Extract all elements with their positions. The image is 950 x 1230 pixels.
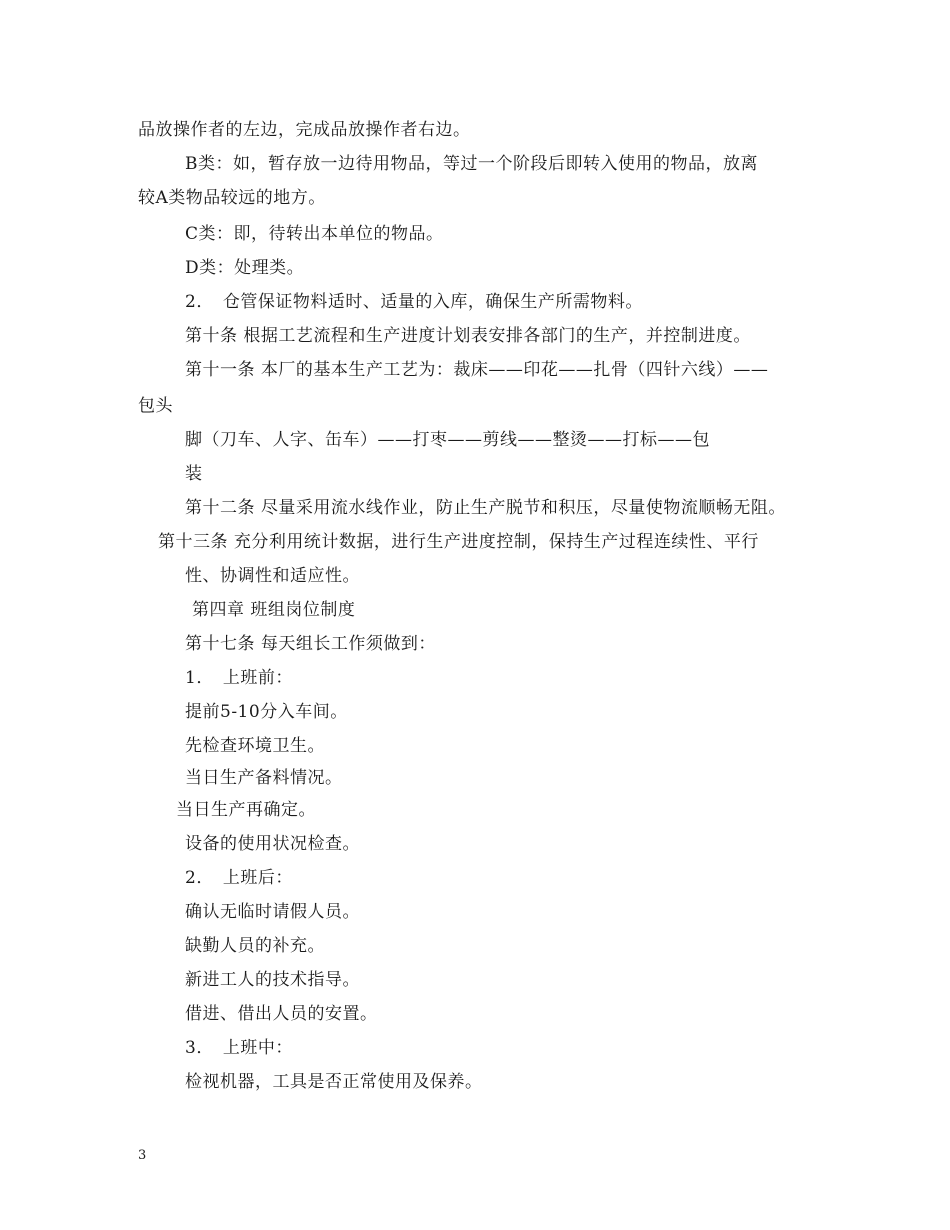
text-line: 第十二条 尽量采用流水线作业，防止生产脱节和积压，尽量使物流顺畅无阻。 [185,498,786,518]
chapter-heading: 第四章 班组岗位制度 [192,600,356,620]
text-line: 检视机器，工具是否正常使用及保养。 [185,1072,483,1092]
text-line: 3． 上班中： [185,1038,293,1058]
text-line: 设备的使用状况检查。 [185,834,360,854]
text-line: D类：处理类。 [185,258,305,278]
text-line: 第十条 根据工艺流程和生产进度计划表安排各部门的生产，并控制进度。 [185,326,751,346]
text-line: 缺勤人员的补充。 [185,936,325,956]
text-line: 当日生产再确定。 [176,800,316,820]
text-line: 装 [185,464,203,484]
text-line: 第十七条 每天组长工作须做到： [185,634,436,654]
text-line: 确认无临时请假人员。 [185,902,360,922]
text-line: 性、协调性和适应性。 [185,566,360,586]
text-line: 新进工人的技术指导。 [185,970,360,990]
text-line: 脚（刀车、人字、缶车）——打枣——剪线——整烫——打标——包 [185,430,710,450]
text-line: B类：如，暂存放一边待用物品，等过一个阶段后即转入使用的物品，放离 [185,154,758,174]
text-line: 借进、借出人员的安置。 [185,1004,378,1024]
text-line: 先检查环境卫生。 [185,736,325,756]
text-line: 品放操作者的左边，完成品放操作者右边。 [138,120,471,140]
text-line: 1． 上班前： [185,668,293,688]
text-line: 第十三条 充分利用统计数据，进行生产进度控制，保持生产过程连续性、平行 [158,532,759,552]
text-line: 当日生产备料情况。 [185,768,343,788]
text-line: 包头 [138,396,173,416]
text-line: 提前5-10分入车间。 [185,702,348,722]
text-line: 第十一条 本厂的基本生产工艺为：裁床——印花——扎骨（四针六线）—— [185,360,769,380]
page-number: 3 [138,1148,147,1163]
text-line: 2． 仓管保证物料适时、适量的入库，确保生产所需物料。 [185,292,643,312]
text-line: 较A类物品较远的地方。 [138,188,326,208]
text-line: 2． 上班后： [185,868,293,888]
text-line: C类：即，待转出本单位的物品。 [185,224,444,244]
